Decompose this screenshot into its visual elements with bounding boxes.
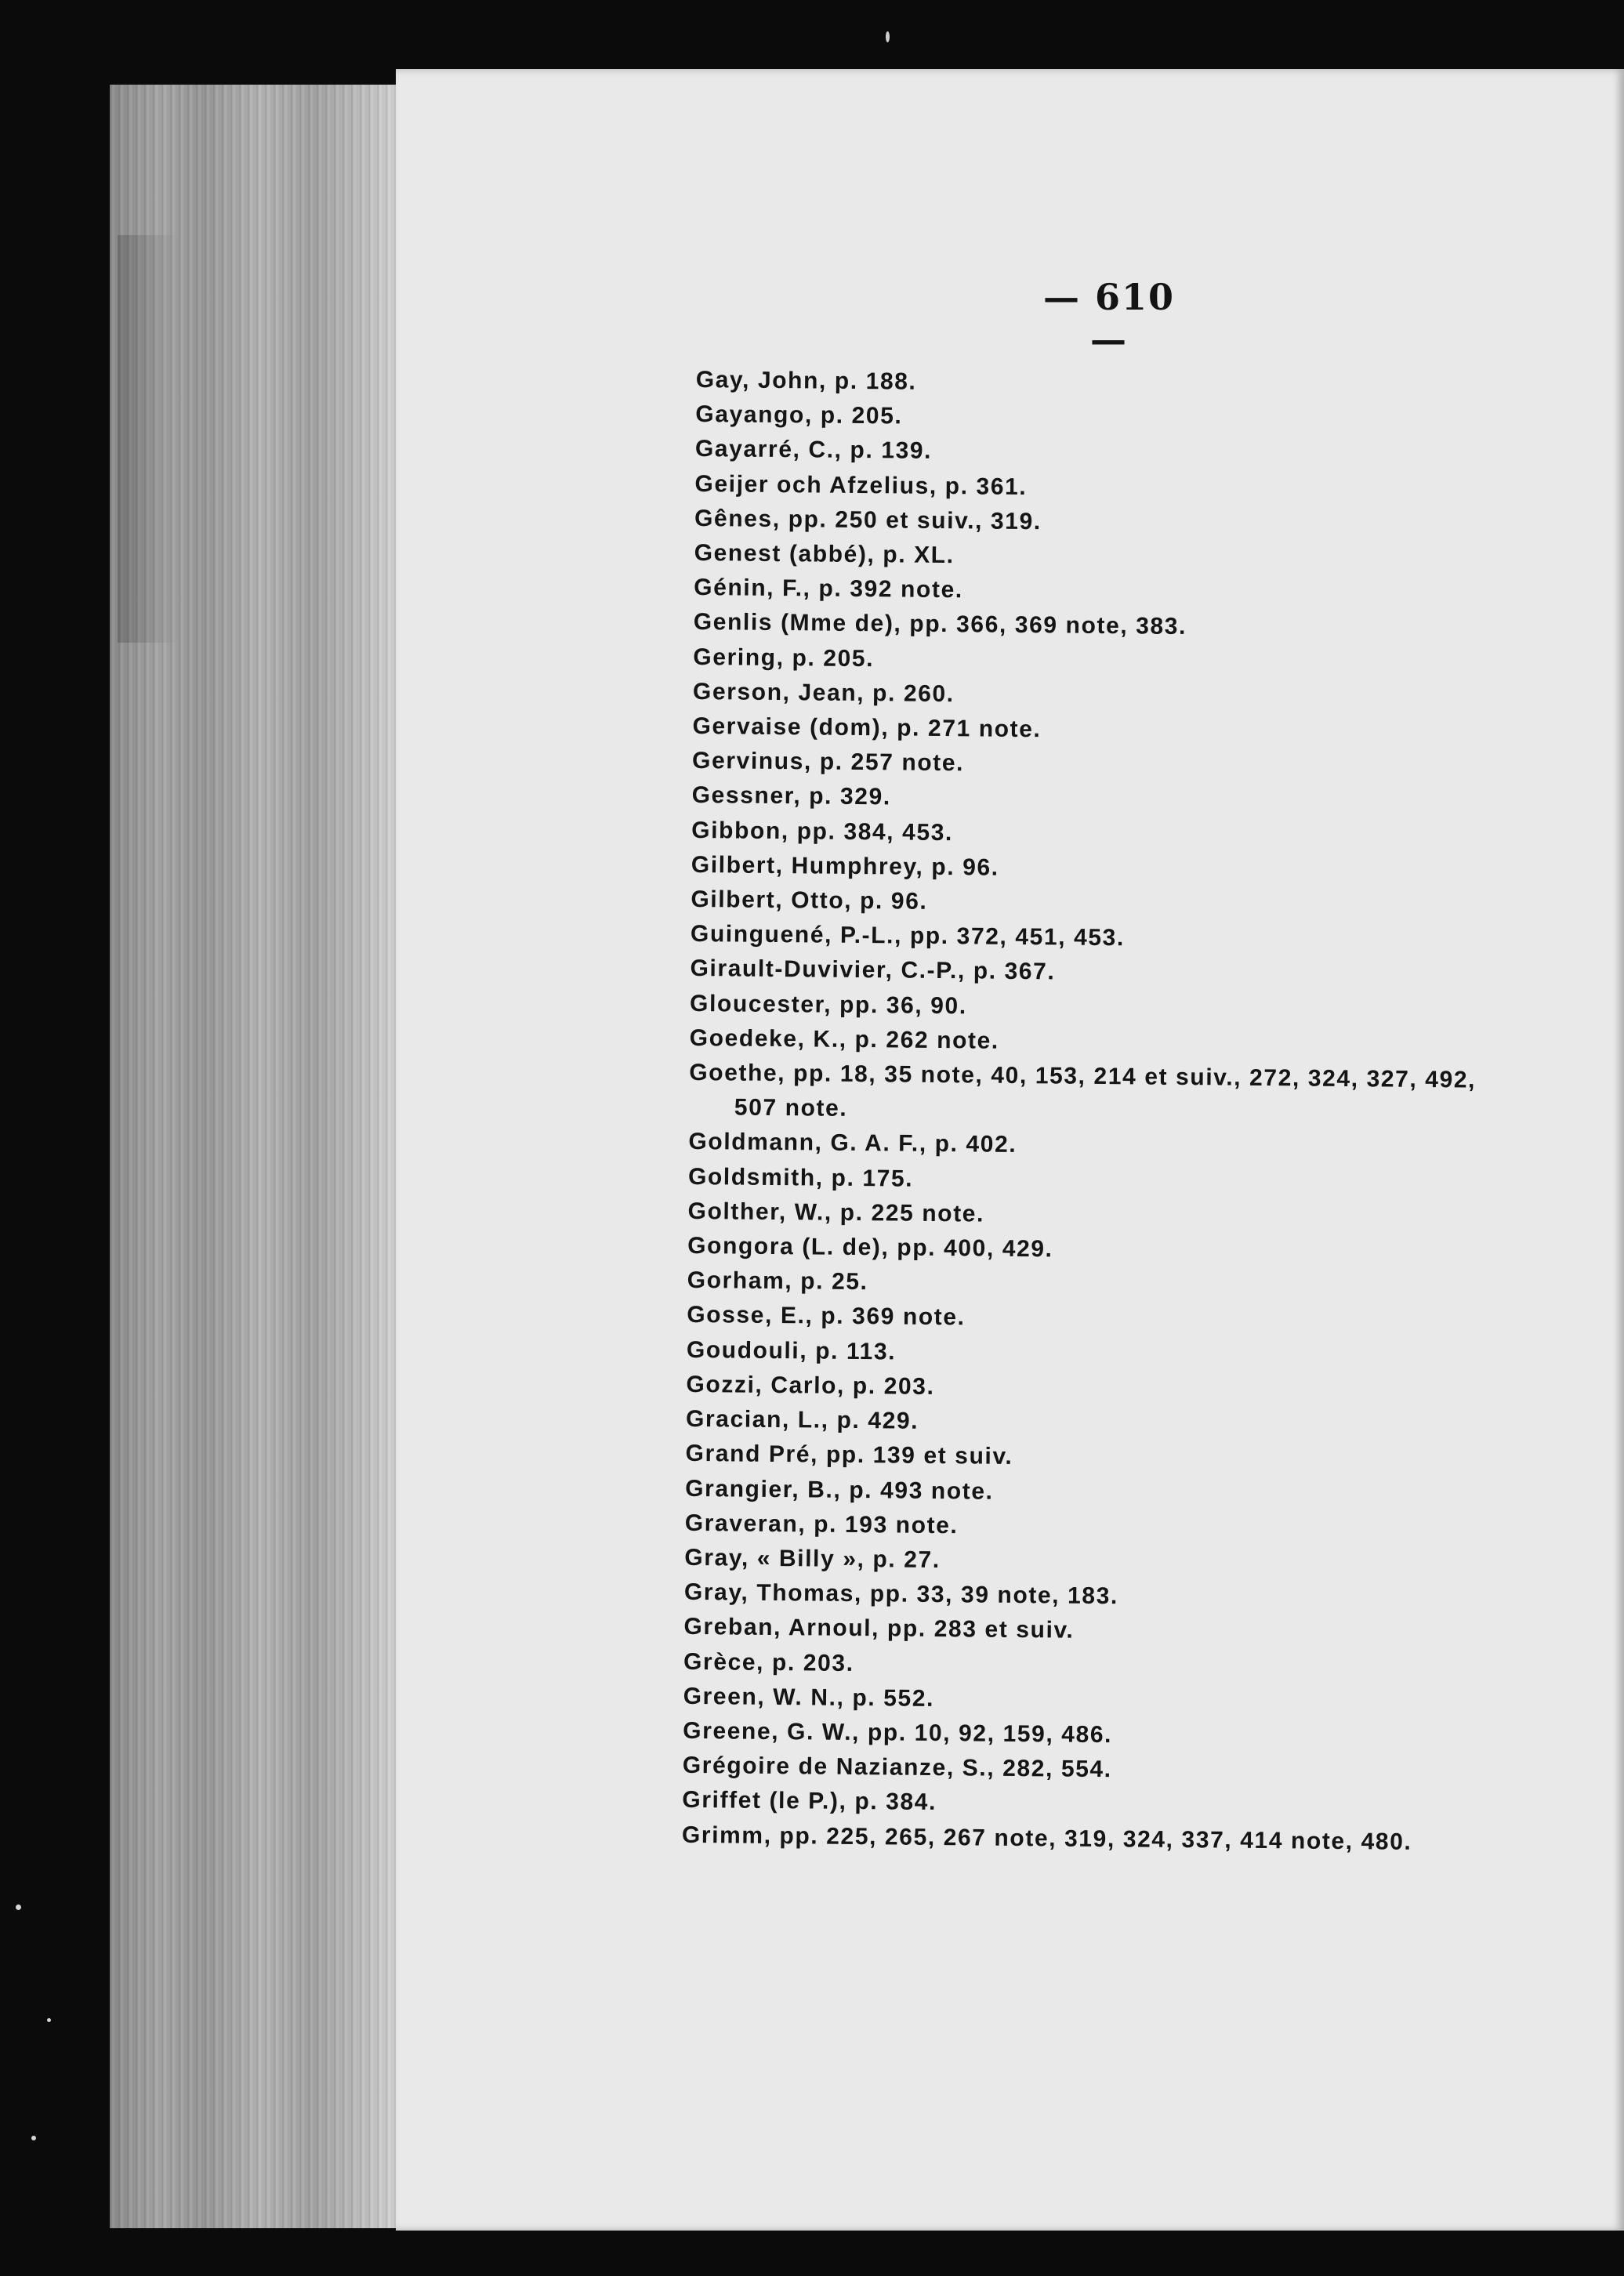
index-entry: Golther, W., p. 225 note. — [687, 1198, 985, 1227]
index-entry: Gayango, p. 205. — [695, 401, 903, 429]
index-entry: Genlis (Mme de), pp. 366, 369 note, 383. — [693, 609, 1187, 640]
index-entry: Griffet (le P.), p. 384. — [682, 1787, 937, 1816]
index-entry: Grégoire de Nazianze, S., 282, 554. — [682, 1752, 1112, 1783]
index-entry: Gilbert, Humphrey, p. 96. — [691, 851, 999, 881]
index-entry: Gering, p. 205. — [693, 643, 875, 672]
gutter-shadow — [118, 235, 180, 643]
index-entry: Gray, « Billy », p. 27. — [684, 1544, 941, 1573]
index-entry: Grimm, pp. 225, 265, 267 note, 319, 324, 337, 414 note, 480. — [681, 1821, 1412, 1855]
index-entry: Graveran, p. 193 note. — [684, 1509, 959, 1538]
index-entry: Greene, G. W., pp. 10, 92, 159, 486. — [683, 1717, 1113, 1749]
index-entry: Grèce, p. 203. — [683, 1648, 854, 1676]
index-entry: Greban, Arnoul, pp. 283 et suiv. — [683, 1614, 1075, 1644]
index-entry: Génin, F., p. 392 note. — [694, 574, 963, 603]
index-entry: Goedeke, K., p. 262 note. — [689, 1024, 999, 1054]
index-entry: Goethe, pp. 18, 35 note, 40, 153, 214 et suiv., 272, 324, 327, 492, — [689, 1060, 1477, 1093]
index-entry: Goldsmith, p. 175. — [687, 1163, 914, 1192]
index-entry-continuation: 507 note. — [734, 1094, 848, 1122]
index-entry: Grangier, B., p. 493 note. — [685, 1475, 994, 1505]
index-entry: Gerson, Jean, p. 260. — [692, 678, 955, 708]
index-entry: Gray, Thomas, pp. 33, 39 note, 183. — [683, 1579, 1119, 1610]
index-entry: Gracian, L., p. 429. — [685, 1406, 919, 1434]
index-entry: Gênes, pp. 250 et suiv., 319. — [694, 505, 1042, 535]
index-list — [682, 363, 1558, 1861]
index-entry: Gongora (L. de), pp. 400, 429. — [687, 1233, 1053, 1263]
index-entry: Gorham, p. 25. — [687, 1267, 868, 1296]
index-entry: Geijer och Afzelius, p. 361. — [694, 470, 1028, 500]
index-entry: Gayarré, C., p. 139. — [694, 436, 933, 465]
dust-speck — [31, 2136, 36, 2140]
index-entry: Gessner, p. 329. — [691, 782, 891, 810]
index-entry: Gozzi, Carlo, p. 203. — [686, 1371, 935, 1400]
index-entry: Gay, John, p. 188. — [695, 366, 917, 395]
index-entry: Guinguené, P.-L., pp. 372, 451, 453. — [690, 921, 1126, 951]
dust-speck — [16, 1905, 21, 1910]
page-number: — 610 — — [1042, 276, 1176, 361]
index-entry: Gibbon, pp. 384, 453. — [691, 817, 954, 846]
index-entry: Genest (abbé), p. XL. — [694, 540, 955, 569]
index-entry: Goldmann, G. A. F., p. 402. — [688, 1129, 1017, 1158]
index-entry: Girault-Duvivier, C.-P., p. 367. — [690, 955, 1056, 985]
index-entry: Gosse, E., p. 369 note. — [687, 1302, 966, 1331]
index-entry: Grand Pré, pp. 139 et suiv. — [685, 1441, 1013, 1470]
index-entry: Goudouli, p. 113. — [686, 1336, 897, 1365]
index-entry: Gilbert, Otto, p. 96. — [691, 886, 928, 915]
index-entry: Gervinus, p. 257 note. — [691, 748, 965, 777]
index-entry: Green, W. N., p. 552. — [683, 1683, 935, 1712]
index-entry: Gloucester, pp. 36, 90. — [689, 990, 967, 1020]
index-entry: Gervaise (dom), p. 271 note. — [692, 713, 1042, 743]
dust-speck — [47, 2018, 51, 2022]
dust-speck — [886, 31, 890, 42]
